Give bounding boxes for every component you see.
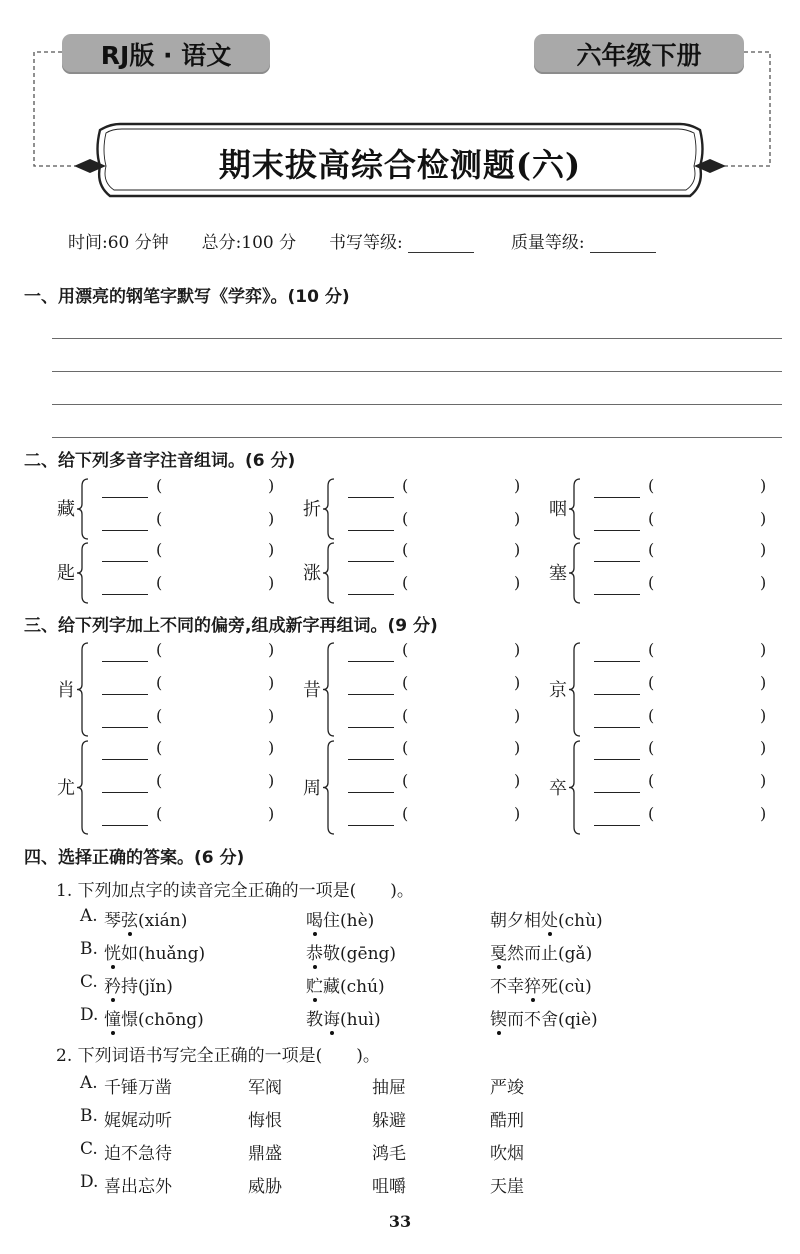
open-paren: ( <box>156 476 163 495</box>
page-number: 33 <box>388 1212 412 1231</box>
option-item <box>490 939 592 964</box>
answer-row[interactable] <box>594 771 774 801</box>
option-word: 悔恨 <box>248 1111 282 1131</box>
answer-row[interactable] <box>594 573 774 603</box>
section-2-title: 二、给下列多音字注音组词。(6 分) <box>24 451 296 471</box>
open-paren: ( <box>402 640 409 659</box>
option-label: B. <box>80 939 98 959</box>
brace-icon <box>76 542 90 608</box>
item-suffix: 死(cù) <box>541 977 592 997</box>
answer-row[interactable] <box>594 673 774 703</box>
group-character: 卒 <box>549 777 567 799</box>
item-suffix: (huì) <box>340 1010 381 1030</box>
open-paren: ( <box>402 573 409 592</box>
section-3-title: 三、给下列字加上不同的偏旁,组成新字再组词。(9 分) <box>24 616 438 636</box>
item-suffix: 住(hè) <box>323 911 375 931</box>
answer-row[interactable] <box>102 640 282 670</box>
question-1-stem: 1. 下列加点字的读音完全正确的一项是( )。 <box>56 881 414 901</box>
answer-row[interactable] <box>348 640 528 670</box>
open-paren: ( <box>156 771 163 790</box>
item-suffix: 持(jǐn) <box>121 977 173 997</box>
open-paren: ( <box>648 640 655 659</box>
open-paren: ( <box>402 540 409 559</box>
brace-icon <box>568 542 582 608</box>
close-paren: ) <box>268 673 275 692</box>
time-info: 时间:60 分钟 <box>68 233 169 253</box>
option-item <box>306 906 374 931</box>
item-suffix: (chù) <box>558 911 603 931</box>
option-word: 千锤万凿 <box>104 1078 172 1098</box>
option-item <box>306 1005 381 1030</box>
answer-row[interactable] <box>348 673 528 703</box>
close-paren: ) <box>268 573 275 592</box>
dotted-character: 恍 <box>104 939 121 964</box>
answer-blank[interactable] <box>594 661 640 662</box>
close-paren: ) <box>268 540 275 559</box>
total-score-info: 总分:100 分 <box>201 233 297 253</box>
answer-blank[interactable] <box>594 825 640 826</box>
option-word: 军阀 <box>248 1078 282 1098</box>
answer-blank[interactable] <box>102 561 148 562</box>
dotted-character: 诲 <box>323 1005 340 1030</box>
answer-row[interactable] <box>102 540 282 570</box>
option-word: 天崖 <box>490 1177 524 1197</box>
answer-row[interactable] <box>348 706 528 736</box>
close-paren: ) <box>760 673 767 692</box>
close-paren: ) <box>760 476 767 495</box>
char-group <box>300 476 540 542</box>
option-label: D. <box>80 1005 99 1025</box>
open-paren: ( <box>648 804 655 823</box>
brace-icon <box>76 478 90 544</box>
group-character: 昔 <box>303 679 321 701</box>
answer-row[interactable] <box>348 509 528 539</box>
close-paren: ) <box>514 640 521 659</box>
open-paren: ( <box>402 476 409 495</box>
answer-blank[interactable] <box>594 792 640 793</box>
option-item <box>490 972 592 997</box>
char-group <box>546 640 786 739</box>
char-group <box>546 738 786 837</box>
option-label: A. <box>80 906 98 926</box>
close-paren: ) <box>760 573 767 592</box>
option-label: D. <box>80 1172 99 1192</box>
open-paren: ( <box>402 509 409 528</box>
answer-blank[interactable] <box>102 727 148 728</box>
open-paren: ( <box>648 573 655 592</box>
dotted-character: 戛 <box>490 939 507 964</box>
answer-row[interactable] <box>594 476 774 506</box>
answer-blank[interactable] <box>594 561 640 562</box>
char-group <box>300 738 540 837</box>
close-paren: ) <box>760 509 767 528</box>
item-suffix: 敬(gēng) <box>323 944 397 964</box>
option-label: C. <box>80 972 98 992</box>
writing-line[interactable] <box>52 371 782 372</box>
close-paren: ) <box>268 706 275 725</box>
answer-blank[interactable] <box>348 661 394 662</box>
group-character: 涨 <box>303 563 321 584</box>
brace-icon <box>76 740 90 839</box>
option-word: 鸿毛 <box>372 1144 406 1164</box>
group-character: 肖 <box>57 679 75 701</box>
open-paren: ( <box>156 640 163 659</box>
dotted-character: 贮 <box>306 972 323 997</box>
grade-badge: 六年级下册 <box>534 34 744 74</box>
answer-blank[interactable] <box>594 694 640 695</box>
close-paren: ) <box>268 738 275 757</box>
option-word: 喜出忘外 <box>104 1177 172 1197</box>
open-paren: ( <box>156 804 163 823</box>
option-item <box>104 1005 204 1030</box>
close-paren: ) <box>514 509 521 528</box>
close-paren: ) <box>514 573 521 592</box>
brace-icon <box>322 478 336 544</box>
open-paren: ( <box>402 771 409 790</box>
char-group <box>54 540 294 606</box>
writing-line[interactable] <box>52 404 782 405</box>
dotted-character: 弦 <box>121 906 138 931</box>
option-word: 严竣 <box>490 1078 524 1098</box>
answer-blank[interactable] <box>594 759 640 760</box>
option-item <box>490 1005 598 1030</box>
answer-blank[interactable] <box>348 727 394 728</box>
writing-line[interactable] <box>52 338 782 339</box>
answer-row[interactable] <box>594 509 774 539</box>
answer-row[interactable] <box>102 738 282 768</box>
option-word: 威胁 <box>248 1177 282 1197</box>
option-item <box>104 972 173 997</box>
answer-blank[interactable] <box>348 825 394 826</box>
answer-blank[interactable] <box>594 727 640 728</box>
answer-blank[interactable] <box>348 561 394 562</box>
option-item <box>306 972 385 997</box>
answer-blank[interactable] <box>102 497 148 498</box>
answer-blank[interactable] <box>348 594 394 595</box>
writing-grade-blank[interactable] <box>408 234 474 253</box>
close-paren: ) <box>268 804 275 823</box>
answer-row[interactable] <box>348 738 528 768</box>
question-2-stem: 2. 下列词语书写完全正确的一项是( )。 <box>56 1046 380 1066</box>
item-prefix: 朝夕相 <box>490 911 541 931</box>
char-group <box>546 476 786 542</box>
answer-row[interactable] <box>594 640 774 670</box>
brace-icon <box>568 478 582 544</box>
close-paren: ) <box>760 706 767 725</box>
open-paren: ( <box>648 706 655 725</box>
close-paren: ) <box>268 509 275 528</box>
section-1-title: 一、用漂亮的钢笔字默写《学弈》。(10 分) <box>24 287 350 307</box>
dotted-character: 矜 <box>104 972 121 997</box>
item-prefix: 琴 <box>104 911 121 931</box>
answer-row[interactable] <box>348 804 528 834</box>
answer-row[interactable] <box>102 573 282 603</box>
brace-icon <box>568 740 582 839</box>
answer-row[interactable] <box>348 476 528 506</box>
char-group <box>300 640 540 739</box>
item-prefix: 不幸 <box>490 977 524 997</box>
close-paren: ) <box>514 706 521 725</box>
brace-icon <box>322 642 336 741</box>
answer-blank[interactable] <box>594 530 640 531</box>
close-paren: ) <box>514 673 521 692</box>
answer-blank[interactable] <box>102 661 148 662</box>
open-paren: ( <box>156 673 163 692</box>
open-paren: ( <box>402 738 409 757</box>
brace-icon <box>322 740 336 839</box>
section-4-title: 四、选择正确的答案。(6 分) <box>24 848 245 868</box>
group-character: 尤 <box>57 777 75 799</box>
open-paren: ( <box>648 673 655 692</box>
answer-row[interactable] <box>102 673 282 703</box>
close-paren: ) <box>268 476 275 495</box>
option-item <box>490 906 603 931</box>
writing-grade-label: 书写等级: <box>328 233 403 253</box>
item-suffix: 藏(chú) <box>323 977 385 997</box>
option-word: 咀嚼 <box>372 1177 406 1197</box>
answer-blank[interactable] <box>102 792 148 793</box>
option-label: C. <box>80 1139 98 1159</box>
group-character: 匙 <box>57 563 75 584</box>
open-paren: ( <box>402 673 409 692</box>
char-group <box>300 540 540 606</box>
group-character: 咽 <box>549 499 567 520</box>
answer-row[interactable] <box>594 540 774 570</box>
answer-row[interactable] <box>348 540 528 570</box>
open-paren: ( <box>648 738 655 757</box>
open-paren: ( <box>648 771 655 790</box>
group-character: 藏 <box>57 499 75 520</box>
answer-blank[interactable] <box>348 694 394 695</box>
open-paren: ( <box>648 540 655 559</box>
edition-badge: RJ版 · 语文 <box>62 34 270 74</box>
char-group <box>54 476 294 542</box>
open-paren: ( <box>402 706 409 725</box>
answer-blank[interactable] <box>102 759 148 760</box>
close-paren: ) <box>760 804 767 823</box>
open-paren: ( <box>648 476 655 495</box>
writing-line[interactable] <box>52 437 782 438</box>
answer-blank[interactable] <box>594 497 640 498</box>
option-word: 酷刑 <box>490 1111 524 1131</box>
answer-row[interactable] <box>102 804 282 834</box>
option-word: 娓娓动听 <box>104 1111 172 1131</box>
answer-row[interactable] <box>102 771 282 801</box>
answer-blank[interactable] <box>102 694 148 695</box>
char-group <box>54 640 294 739</box>
item-suffix: 如(huǎng) <box>121 944 206 964</box>
answer-row[interactable] <box>348 771 528 801</box>
close-paren: ) <box>268 640 275 659</box>
group-character: 折 <box>303 499 321 520</box>
option-label: A. <box>80 1073 98 1093</box>
dotted-character: 恭 <box>306 939 323 964</box>
close-paren: ) <box>268 771 275 790</box>
answer-blank[interactable] <box>348 759 394 760</box>
close-paren: ) <box>514 540 521 559</box>
dotted-character: 处 <box>541 906 558 931</box>
close-paren: ) <box>760 771 767 790</box>
option-label: B. <box>80 1106 98 1126</box>
close-paren: ) <box>760 640 767 659</box>
quality-grade-label: 质量等级: <box>510 233 585 253</box>
answer-row[interactable] <box>348 573 528 603</box>
dotted-character: 猝 <box>524 972 541 997</box>
answer-row[interactable] <box>102 476 282 506</box>
group-character: 周 <box>303 777 321 799</box>
brace-icon <box>322 542 336 608</box>
open-paren: ( <box>156 573 163 592</box>
item-prefix: 教 <box>306 1010 323 1030</box>
option-item <box>104 906 187 931</box>
option-item <box>104 939 205 964</box>
answer-blank[interactable] <box>594 594 640 595</box>
open-paren: ( <box>156 706 163 725</box>
answer-blank[interactable] <box>348 530 394 531</box>
dotted-character: 憧 <box>104 1005 121 1030</box>
item-suffix: (xián) <box>138 911 188 931</box>
dotted-character: 锲 <box>490 1005 507 1030</box>
option-word: 抽屉 <box>372 1078 406 1098</box>
group-character: 京 <box>549 679 567 701</box>
option-word: 鼎盛 <box>248 1144 282 1164</box>
answer-row[interactable] <box>594 804 774 834</box>
group-character: 塞 <box>549 563 567 584</box>
option-item <box>306 939 396 964</box>
brace-icon <box>568 642 582 741</box>
answer-blank[interactable] <box>102 825 148 826</box>
item-suffix: 憬(chōng) <box>121 1010 204 1030</box>
option-word: 迫不急待 <box>104 1144 172 1164</box>
open-paren: ( <box>156 540 163 559</box>
option-word: 躲避 <box>372 1111 406 1131</box>
answer-blank[interactable] <box>102 530 148 531</box>
char-group <box>54 738 294 837</box>
open-paren: ( <box>156 738 163 757</box>
close-paren: ) <box>760 738 767 757</box>
close-paren: ) <box>514 476 521 495</box>
close-paren: ) <box>514 738 521 757</box>
brace-icon <box>76 642 90 741</box>
answer-blank[interactable] <box>102 594 148 595</box>
dotted-character: 喝 <box>306 906 323 931</box>
answer-row[interactable] <box>102 509 282 539</box>
open-paren: ( <box>156 509 163 528</box>
close-paren: ) <box>514 804 521 823</box>
exam-info <box>68 228 768 253</box>
answer-blank[interactable] <box>348 792 394 793</box>
answer-row[interactable] <box>102 706 282 736</box>
close-paren: ) <box>514 771 521 790</box>
item-suffix: 而不舍(qiè) <box>507 1010 598 1030</box>
answer-row[interactable] <box>594 706 774 736</box>
char-group <box>546 540 786 606</box>
quality-grade-blank[interactable] <box>590 234 656 253</box>
close-paren: ) <box>760 540 767 559</box>
answer-blank[interactable] <box>348 497 394 498</box>
option-word: 吹烟 <box>490 1144 524 1164</box>
open-paren: ( <box>402 804 409 823</box>
item-suffix: 然而止(gǎ) <box>507 944 593 964</box>
page-title: 期末拔高综合检测题(六) <box>218 146 582 184</box>
open-paren: ( <box>648 509 655 528</box>
answer-row[interactable] <box>594 738 774 768</box>
